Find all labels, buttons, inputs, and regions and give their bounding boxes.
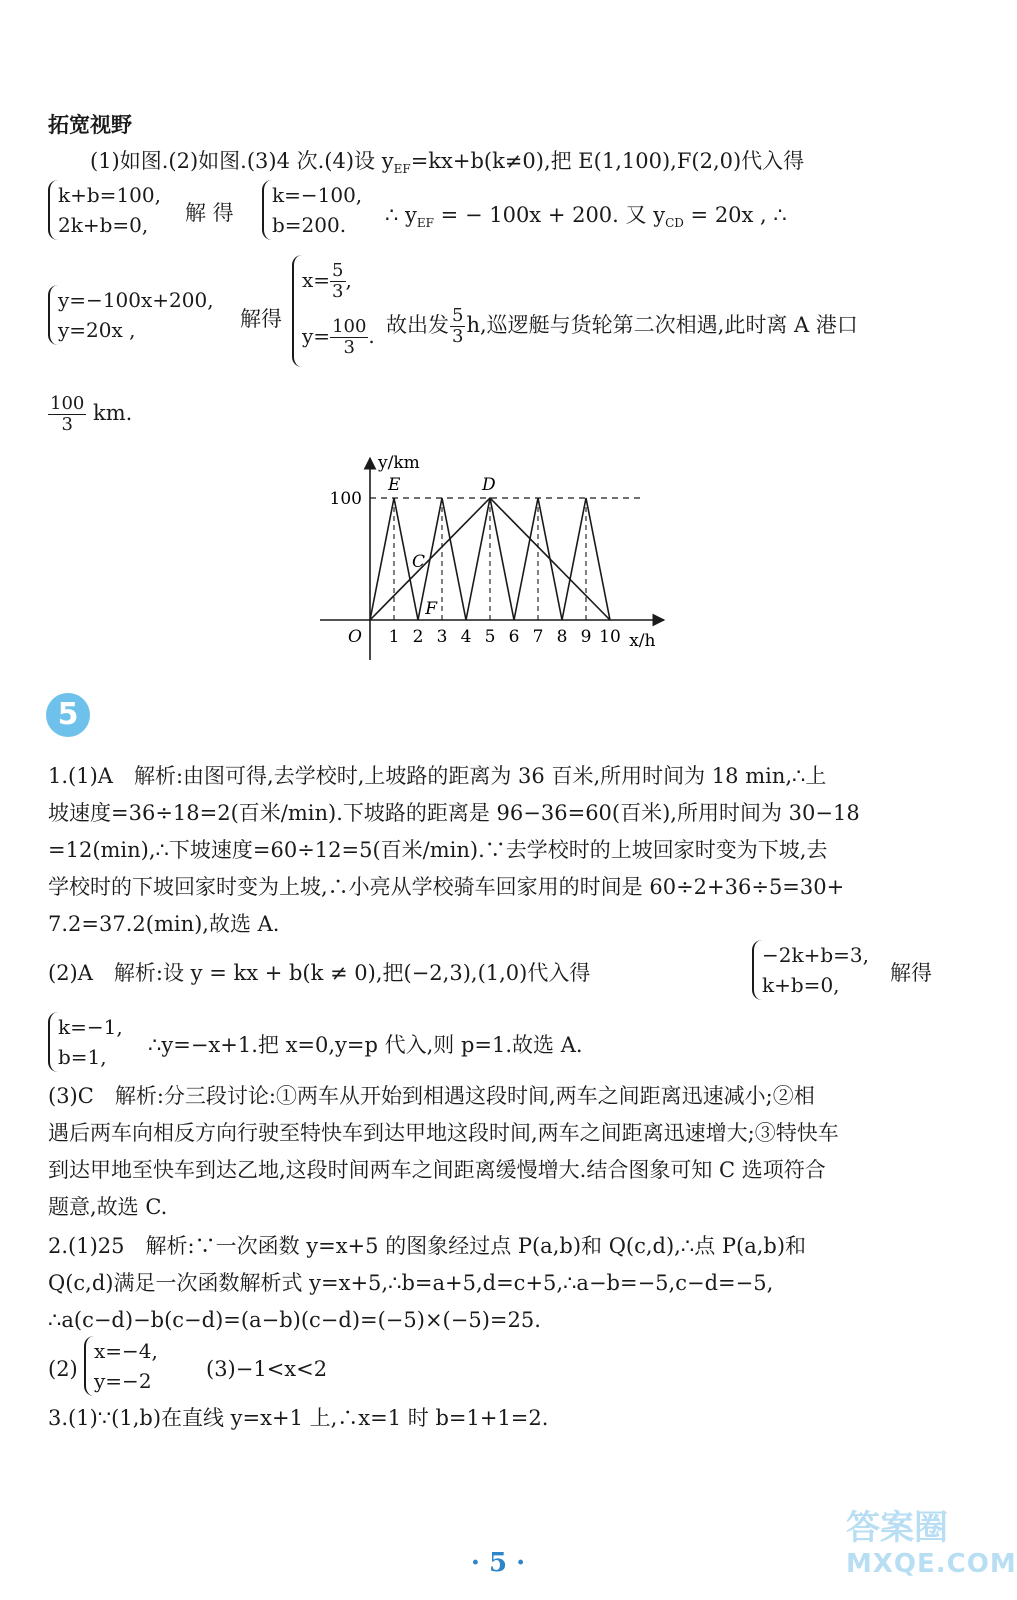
x-tick-label: 6 [508, 627, 520, 647]
equation-system-1: k+b=100, 2k+b=0, [48, 180, 161, 240]
x-tick-label: 9 [580, 627, 592, 647]
solve-label-1: 解 得 [185, 201, 234, 225]
point-label: D [482, 475, 496, 495]
point-label: C [412, 552, 426, 572]
solve-label-3: 解得 [890, 961, 932, 985]
p2-line: ∴y=−x+1.把 x=0,y=p 代入,则 p=1.故选 A. [148, 1033, 583, 1057]
point-label: F [425, 599, 437, 619]
equation-system-7: x=−4, y=−2 [84, 1336, 158, 1396]
y-axis-title: y/km [378, 453, 420, 473]
p1-line: 坡速度=36÷18=2(百米/min).下坡路的距离是 96−36=60(百米),所用时间为 30−18 [48, 801, 860, 825]
equation-system-3: y=−100x+200, y=20x , [48, 285, 214, 345]
y-tick-label: 100 [329, 489, 362, 509]
line2-tail: ∴ $y_{EF}$ = − 100x + 200. 又 $y_{CD} = 20x$ , ∴ [385, 203, 787, 231]
origin-label: O [348, 627, 362, 647]
x-tick-label: 1 [388, 627, 400, 647]
x-axis-title: x/h [629, 631, 656, 651]
distance-answer: $\frac{100}{3}$ km. [50, 393, 133, 435]
watermark-text: 答案圈 [846, 1508, 948, 1548]
p5-tail: (3)−1<x<2 [206, 1357, 328, 1381]
p1-line: 学校时的下坡回家时变为上坡,∴小亮从学校骑车回家用的时间是 60÷2+36÷5=30+ [48, 875, 845, 899]
watermark [846, 1500, 1017, 1590]
point-label: E [388, 475, 401, 495]
p1-line: 1.(1)A 解析:由图可得,去学校时,上坡路的距离为 36 百米,所用时间为 18 min,∴上 [48, 764, 827, 788]
equation-system-6: k=−1, b=1, [48, 1012, 123, 1072]
page-number: · 5 · [470, 1548, 526, 1578]
section-badge: 5 [46, 693, 90, 737]
p3-line: 到达甲地至快车到达乙地,这段时间两车之间距离缓慢增大.结合图象可知 C 选项符合 [48, 1158, 826, 1182]
equation-system-5: −2k+b=3, k+b=0, [752, 940, 869, 1000]
watermark-url: MXQE.COM [846, 1549, 1017, 1579]
section-heading: 拓宽视野 [48, 113, 132, 137]
x-tick-label: 8 [556, 627, 568, 647]
p3-line: 题意,故选 C. [48, 1195, 168, 1219]
p1-line: =12(min),∴下坡速度=60÷12=5(百米/min).∵去学校时的上坡回家时变为下坡,去 [48, 838, 828, 862]
x-tick-label: 7 [532, 627, 544, 647]
p4-line: Q(c,d)满足一次函数解析式 y=x+5,∴b=a+5,d=c+5,∴a−b=−5,c−d=−5, [48, 1271, 774, 1295]
p2-line: (2)A 解析:设 y = kx + b(k ≠ 0),把(−2,3),(1,0)代入得 [48, 961, 591, 985]
x-tick-label: 3 [436, 627, 448, 647]
p6-line: 3.(1)∵(1,b)在直线 y=x+1 上,∴x=1 时 b=1+1=2. [48, 1406, 549, 1430]
p5-label: (2) [48, 1357, 78, 1381]
solve-label-2: 解得 [240, 307, 282, 331]
x-tick-label: 10 [599, 627, 621, 647]
meet-sentence: 故出发 $\frac{5}{3}$ h,巡逻艇与货轮第二次相遇,此时离 A 港口 [386, 305, 858, 347]
p4-line: ∴a(c−d)−b(c−d)=(a−b)(c−d)=(−5)×(−5)=25. [48, 1308, 541, 1332]
p1-line: 7.2=37.2(min),故选 A. [48, 912, 280, 936]
intro-line: (1)如图.(2)如图.(3)4 次.(4)设 $y_{EF}=kx+b(k\ne 0)$,把 E(1,100),F(2,0)代入得 [90, 149, 805, 177]
x-tick-label: 5 [484, 627, 496, 647]
p4-line: 2.(1)25 解析:∵一次函数 y=x+5 的图象经过点 P(a,b)和 Q(c,d),∴点 P(a,b)和 [48, 1234, 807, 1258]
p3-line: 遇后两车向相反方向行驶至特快车到达甲地这段时间,两车之间距离迅速增大;③特快车 [48, 1121, 839, 1145]
equation-system-4: x= $\frac{5}{3}$ , y= $\frac{100}{3}$ . [292, 255, 375, 367]
motion-graph [312, 452, 682, 670]
x-tick-label: 4 [460, 627, 472, 647]
equation-system-2: k=−100, b=200. [262, 180, 362, 240]
p3-line: (3)C 解析:分三段讨论:①两车从开始到相遇这段时间,两车之间距离迅速减小;②相 [48, 1084, 815, 1108]
x-tick-label: 2 [412, 627, 424, 647]
